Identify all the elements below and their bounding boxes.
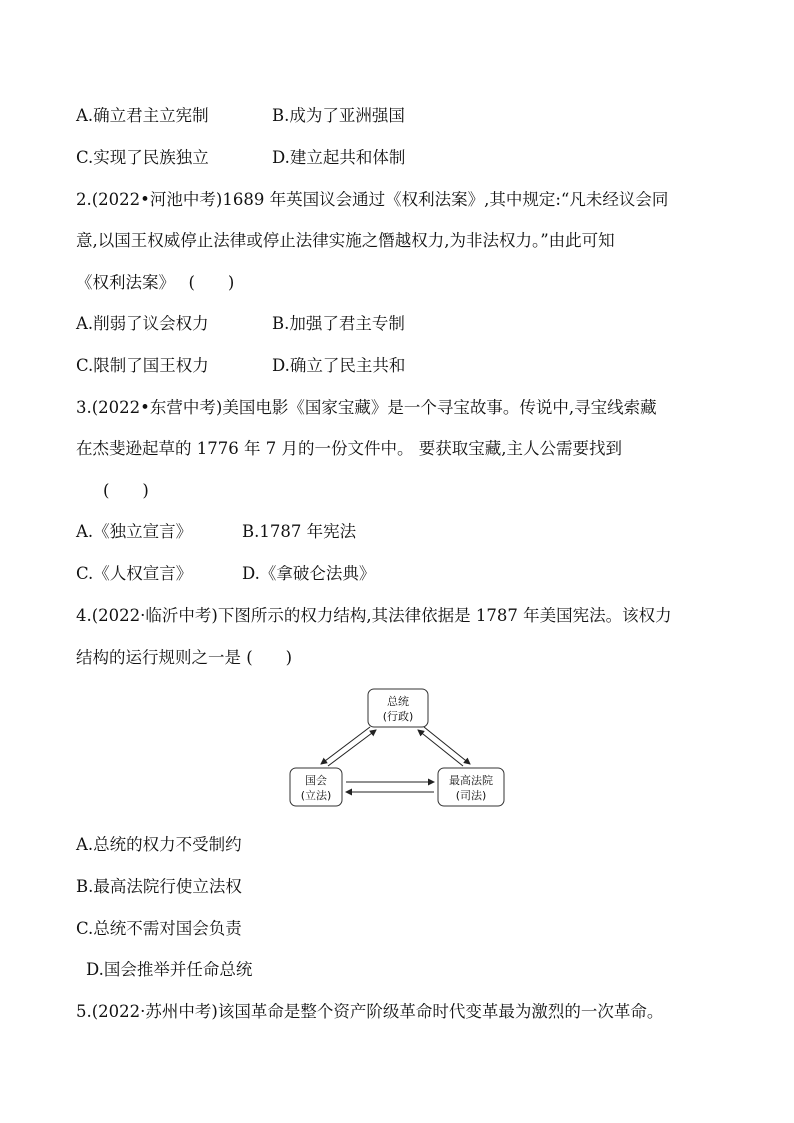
supreme-court-role: (司法) [455, 789, 487, 802]
q3-option-a[interactable]: A.《独立宣言》 [76, 522, 193, 541]
q3-option-d[interactable]: D.《拿破仑法典》 [242, 564, 376, 583]
arrow-president-to-congress [321, 727, 370, 764]
q3-options-row-1 [76, 521, 576, 543]
q2-option-b[interactable]: B.加强了君主专制 [272, 314, 405, 333]
q2-option-a[interactable]: A.削弱了议会权力 [76, 314, 209, 333]
congress-label: 国会 [305, 774, 327, 787]
q4-option-b[interactable]: B.最高法院行使立法权 [76, 877, 242, 896]
q3-stem-line-2: 在杰斐逊起草的 1776 年 7 月的一份文件中。 要获取宝藏,主人公需要找到 [76, 439, 622, 458]
q2-stem-line-3: 《权利法案》 ( ) [76, 273, 235, 292]
arrow-congress-to-president [328, 730, 376, 766]
supreme-court-label: 最高法院 [449, 774, 493, 787]
q5-stem-line-1: 5.(2022·苏州中考)该国革命是整个资产阶级革命时代变革最为激烈的一次革命。 [76, 1002, 664, 1021]
congress-role: (立法) [300, 789, 332, 802]
q3-stem-line-1: 3.(2022•东营中考)美国电影《国家宝藏》是一个寻宝故事。传说中,寻宝线索藏 [76, 398, 657, 417]
q1-options-row-1 [76, 105, 576, 127]
q2-option-c[interactable]: C.限制了国王权力 [76, 356, 209, 375]
q2-option-d[interactable]: D.确立了民主共和 [272, 356, 406, 375]
q3-option-c[interactable]: C.《人权宣言》 [76, 564, 193, 583]
q1-options-row-2 [76, 147, 576, 169]
q4-option-a[interactable]: A.总统的权力不受制约 [76, 835, 242, 854]
q3-options-row-2 [76, 563, 576, 585]
arrow-court-to-president [418, 730, 463, 766]
q2-stem-line-1: 2.(2022•河池中考)1689 年英国议会通过《权利法案》,其中规定:“凡未经议会同 [76, 190, 669, 209]
q2-options-row-1 [76, 313, 576, 335]
q4-stem-line-1: 4.(2022·临沂中考)下图所示的权力结构,其法律依据是 1787 年美国宪法。该权力 [76, 606, 672, 625]
president-label: 总统 [387, 695, 409, 708]
q4-option-d[interactable]: D.国会推举并任命总统 [86, 960, 253, 979]
q4-stem-line-2: 结构的运行规则之一是 ( ) [76, 648, 293, 667]
q1-option-a[interactable]: A.确立君主立宪制 [76, 106, 209, 125]
q2-stem-line-2: 意,以国王权威停止法律或停止法律实施之僭越权力,为非法权力。”由此可知 [76, 231, 615, 250]
q3-stem-line-3: ( ) [103, 481, 149, 500]
president-role: (行政) [382, 710, 414, 723]
q3-option-b[interactable]: B.1787 年宪法 [242, 522, 357, 541]
q2-options-row-2 [76, 355, 576, 377]
q1-option-d[interactable]: D.建立起共和体制 [272, 148, 406, 167]
arrow-president-to-court [424, 727, 470, 764]
q4-option-c[interactable]: C.总统不需对国会负责 [76, 919, 242, 938]
power-structure-diagram [286, 686, 510, 810]
q1-option-c[interactable]: C.实现了民族独立 [76, 148, 209, 167]
q1-option-b[interactable]: B.成为了亚洲强国 [272, 106, 405, 125]
